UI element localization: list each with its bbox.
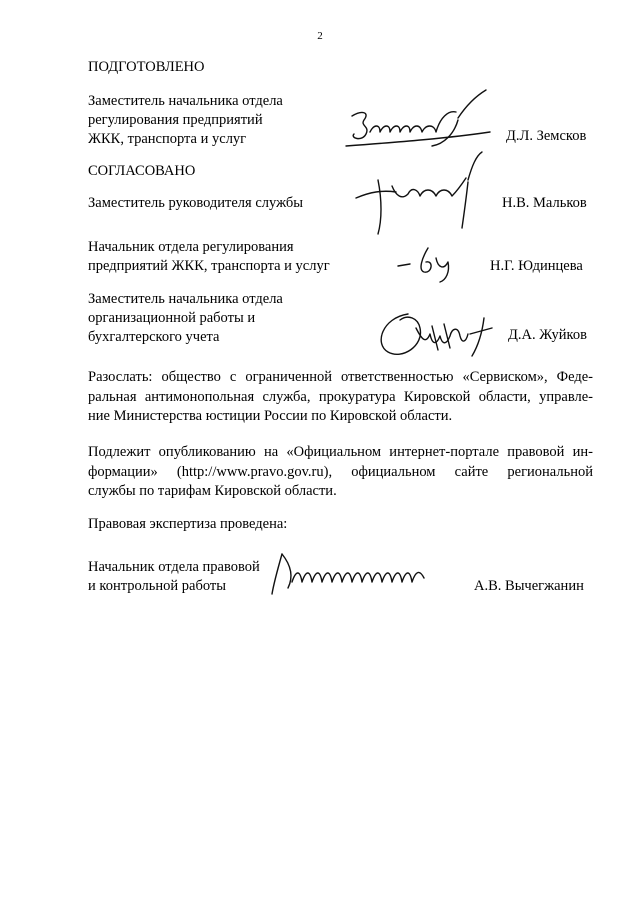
position-line: Заместитель руководителя службы <box>88 195 304 211</box>
prepared-position <box>88 92 283 149</box>
position-line: ЖКК, транспорта и услуг <box>88 131 247 147</box>
signer-position <box>88 194 303 213</box>
publication-line: Подлежит опубликованию на «Официальном интернет-портале правовой ин- <box>88 444 593 460</box>
signature-zhuikov <box>372 306 502 366</box>
distribution-list <box>88 368 593 427</box>
position-line: Начальник отдела регулирования <box>88 239 294 255</box>
position-line: регулирования предприятий <box>88 112 263 128</box>
position-line: Заместитель начальника отдела <box>88 93 283 109</box>
signer-name: Н.Г. Юдинцева <box>490 258 583 274</box>
signature-zemskov <box>340 88 500 158</box>
legal-review-position <box>88 558 260 596</box>
agreed-heading: СОГЛАСОВАНО <box>88 163 196 179</box>
signature-yudintseva <box>394 238 474 288</box>
position-line: бухгалтерского учета <box>88 329 220 345</box>
position-line: и контрольной работы <box>88 578 226 594</box>
position-line: организационной работы и <box>88 310 256 326</box>
position-line: Заместитель начальника отдела <box>88 291 283 307</box>
publication-line: формации» (http://www.pravo.gov.ru), официальном сайте региональной <box>88 463 593 480</box>
legal-review-name: А.В. Вычегжанин <box>474 578 584 594</box>
distribution-line: Разослать: общество с ограниченной ответственностью «Сервиском», Феде- <box>88 369 593 385</box>
distribution-line: ние Министерства юстиции России по Кировской области. <box>88 408 453 424</box>
signer-position <box>88 238 330 276</box>
legal-review-statement: Правовая экспертиза проведена: <box>88 516 288 532</box>
prepared-name: Д.Л. Земсков <box>506 128 587 144</box>
publication-notice <box>88 443 593 502</box>
position-line: предприятий ЖКК, транспорта и услуг <box>88 258 330 274</box>
prepared-heading: ПОДГОТОВЛЕНО <box>88 59 205 75</box>
publication-line: службы по тарифам Кировской области. <box>88 483 337 499</box>
distribution-line: ральная антимонопольная служба, прокуратура Кировской области, управле- <box>88 388 593 405</box>
signer-name: Н.В. Мальков <box>502 195 587 211</box>
signer-position <box>88 290 283 347</box>
position-line: Начальник отдела правовой <box>88 559 260 575</box>
signature-malkov <box>352 150 492 240</box>
page-number: 2 <box>317 30 323 42</box>
signer-name: Д.А. Жуйков <box>508 327 587 343</box>
signature-vychegzhanin <box>268 548 438 598</box>
